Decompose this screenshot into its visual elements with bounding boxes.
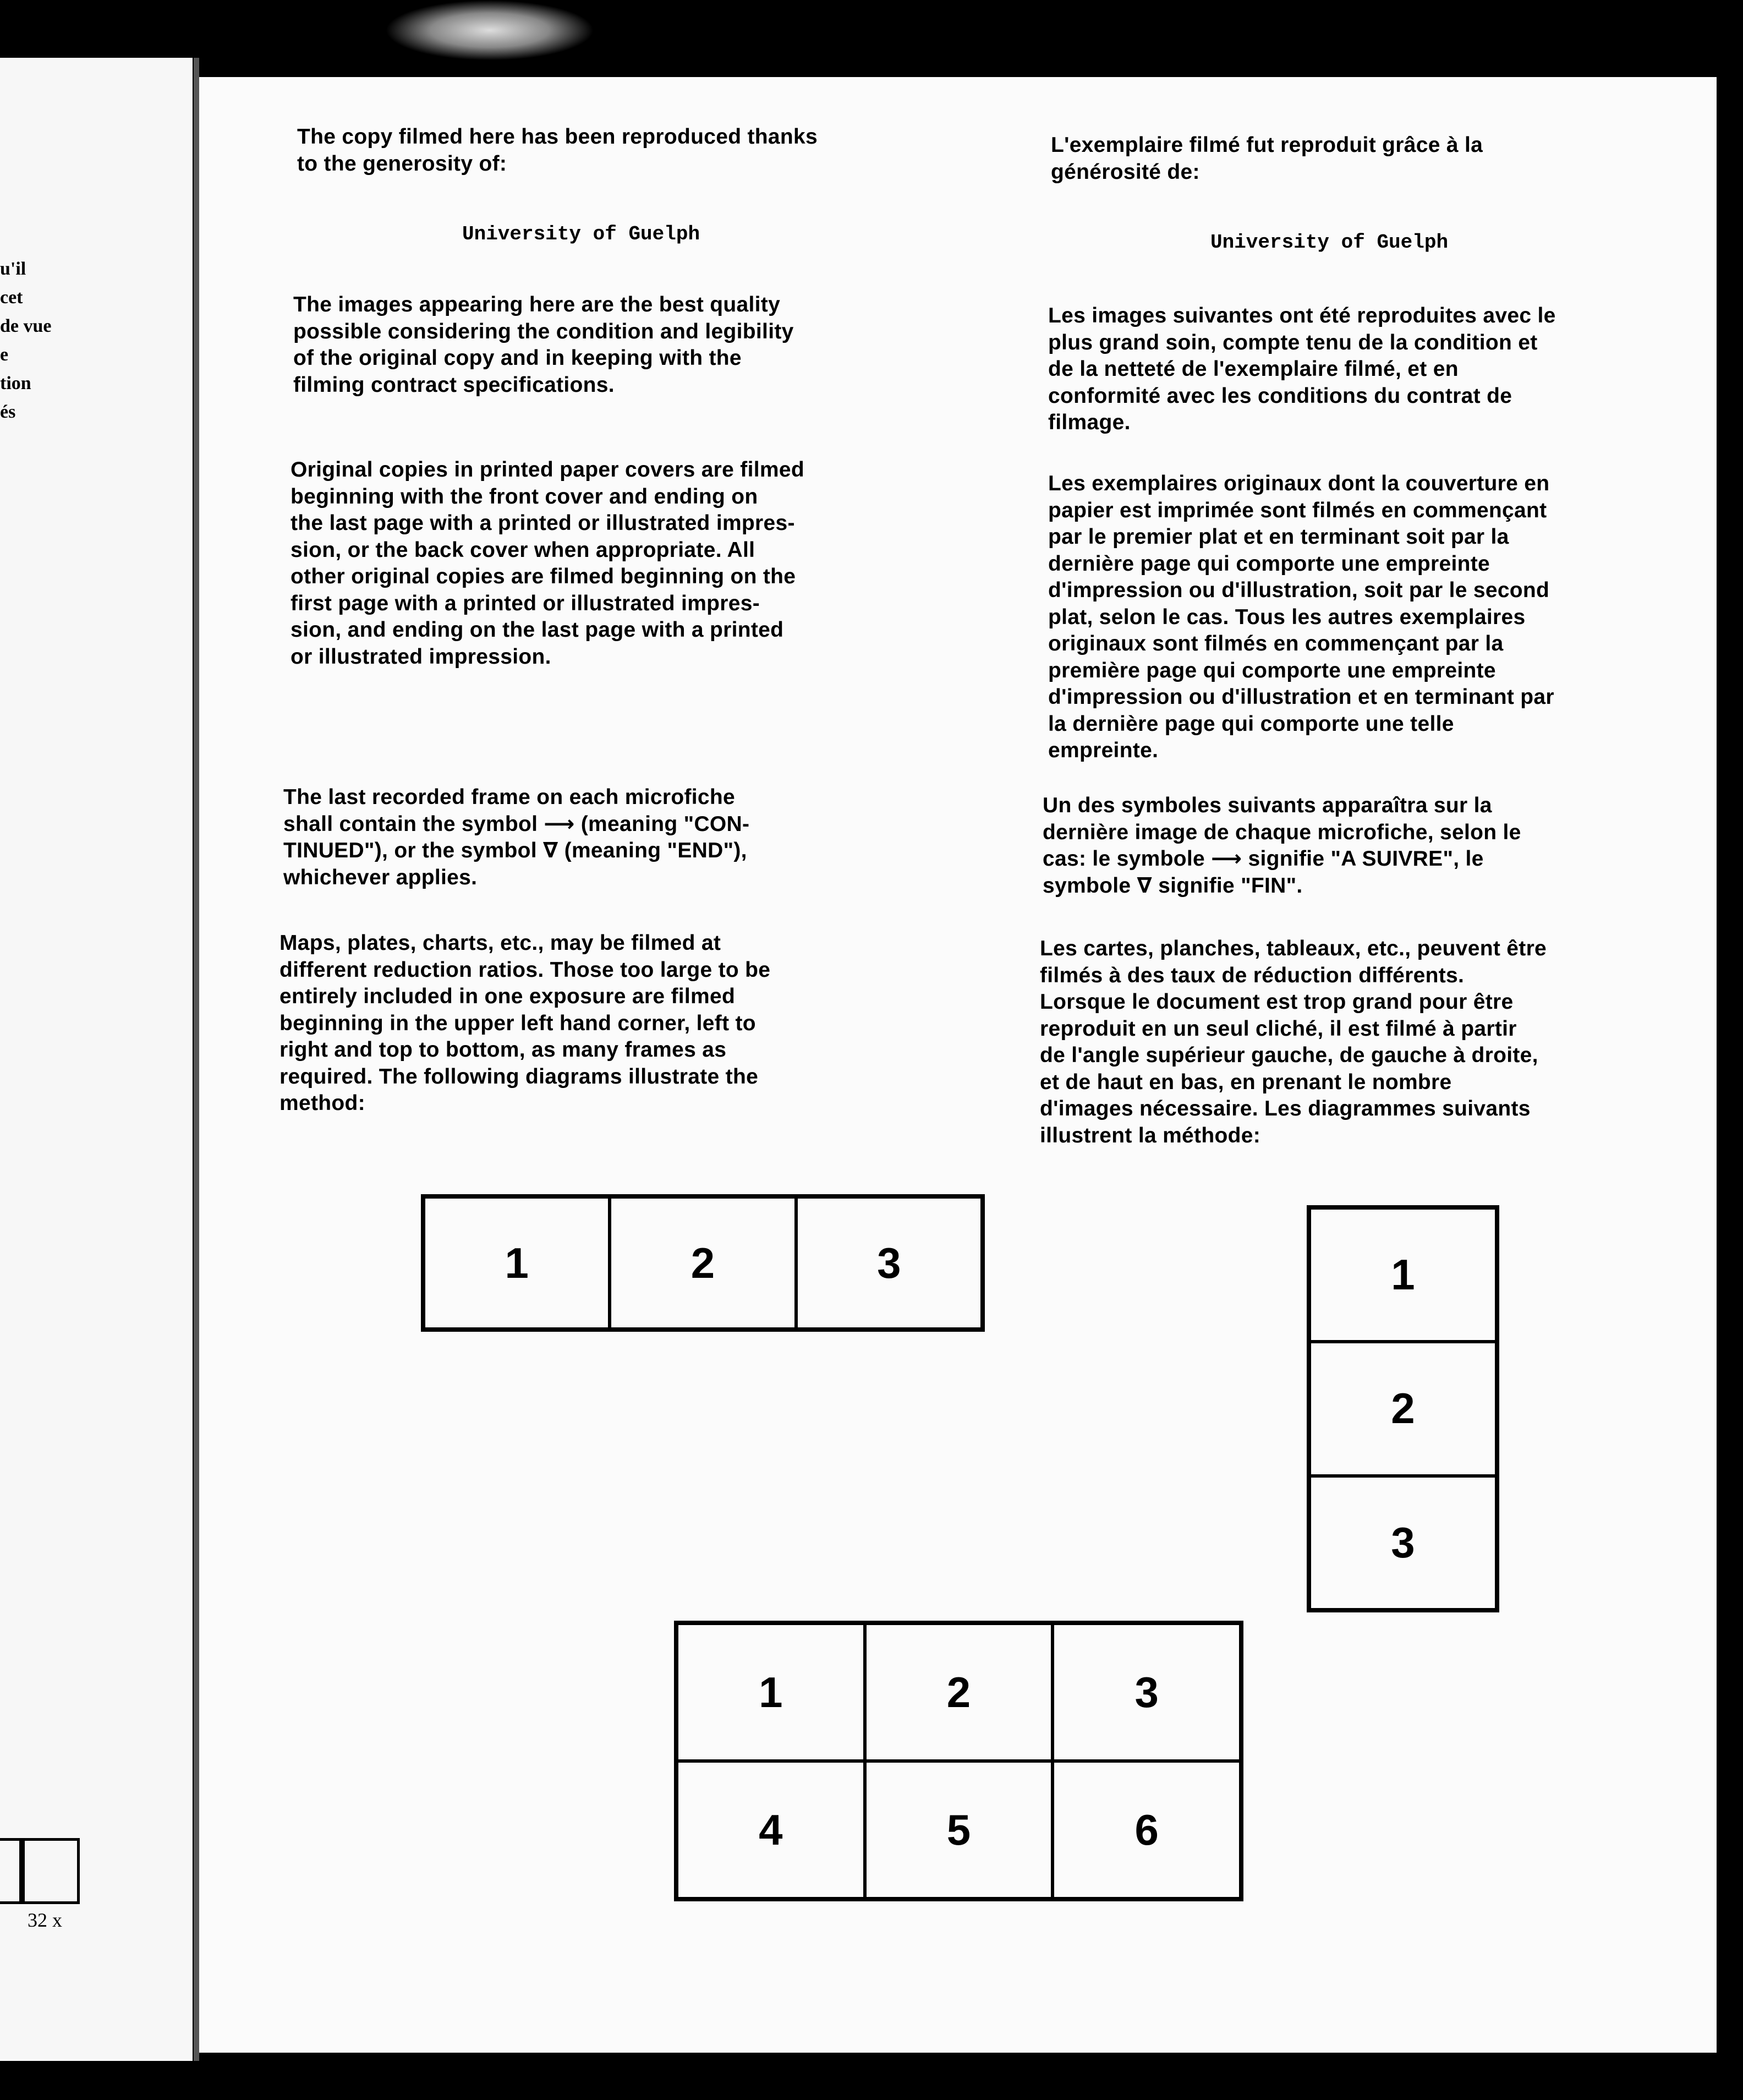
- left-fragment-box: [19, 1838, 80, 1904]
- frame-cell: 1: [677, 1623, 865, 1761]
- english-intro: The copy filmed here has been reproduced thanks to the generosity of:: [297, 125, 818, 176]
- left-fragment-line: u'il: [0, 259, 26, 279]
- frame-cell: 1: [1309, 1208, 1497, 1342]
- frame-cell: 3: [1309, 1476, 1497, 1610]
- french-institution: University of Guelph: [1210, 231, 1449, 254]
- frame-cell: 1: [424, 1197, 610, 1329]
- frame-cell: 2: [865, 1623, 1053, 1761]
- english-maps: Maps, plates, charts, etc., may be filmed at different reduction ratios. Those too large to be entirely included in one exposure are filmed beginning in the upper left hand corner, left to right and top to bottom, as many frames as required. The following diagrams illustrate the method:: [279, 931, 771, 1115]
- left-page-fragment: [0, 58, 193, 2061]
- french-image-quality: Les images suivantes ont été reproduites avec le plus grand soin, compte tenu de la condition et de la netteté de l'exemplaire filmé, et en conformité avec les conditions du contrat de filmage.: [1048, 304, 1556, 434]
- frame-cell: 4: [677, 1761, 865, 1899]
- diagram-grid: [674, 1621, 1243, 1901]
- scan-dust: [385, 0, 594, 61]
- english-image-quality: The images appearing here are the best quality possible considering the condition and legibility of the original copy and in keeping with the filming contract specifications.: [293, 293, 794, 397]
- french-maps: Les cartes, planches, tableaux, etc., peuvent être filmés à des taux de réduction différents. Lorsque le document est trop grand pour être reproduit en un seul cliché, il est filmé à partir de l'angle supérieur gauche, de gauche à droite, et de haut en bas, en prenant le nombre d'images nécessaire. Les diagrammes suivants illustrent la méthode:: [1040, 937, 1547, 1147]
- left-fragment-line: tion: [0, 373, 31, 393]
- diagram-vertical: [1307, 1205, 1499, 1612]
- frame-cell: 2: [1309, 1342, 1497, 1475]
- frame-cell: 5: [865, 1761, 1053, 1899]
- left-fragment-line: cet: [0, 287, 23, 308]
- binding-edge: [194, 58, 199, 2061]
- frame-cell: 3: [1053, 1623, 1241, 1761]
- frame-cell: 6: [1053, 1761, 1241, 1899]
- frame-cell: 2: [610, 1197, 796, 1329]
- french-symbols: Un des symboles suivants apparaîtra sur la dernière image de chaque microfiche, selon le cas: le symbole ⟶ signifie "A SUIVRE", le symbole ∇ signifie "FIN".: [1043, 794, 1521, 898]
- english-institution: University of Guelph: [462, 223, 700, 245]
- left-fragment-line: de vue: [0, 316, 52, 336]
- diagram-horizontal: [421, 1194, 985, 1332]
- english-original-copies: Original copies in printed paper covers are filmed beginning with the front cover and ending on the last page with a printed or illustrated impres- sion, or the back cover when appropriate. All other original copies are filmed beginning on the first page with a printed or illustrated impres- sion, and ending on the last page with a printed or illustrated impression.: [290, 458, 804, 669]
- reduction-ratio-label: 32 x: [28, 1909, 62, 1931]
- left-fragment-line: és: [0, 402, 16, 422]
- left-fragment-line: e: [0, 344, 9, 365]
- french-original-copies: Les exemplaires originaux dont la couverture en papier est imprimée sont filmés en commençant par le premier plat et en terminant soit par la dernière page qui comporte une empreinte d'impression ou d'illustration, soit par le second plat, selon le cas. Tous les autres exemplaires originaux sont filmés en commençant par la première page qui comporte une empreinte d'impression ou d'illustration et en terminant par la dernière page qui comporte une telle empreinte.: [1048, 472, 1554, 762]
- english-symbols: The last recorded frame on each microfiche shall contain the symbol ⟶ (meaning "CON- TINUED"), or the symbol ∇ (meaning "END"), whichever applies.: [283, 785, 750, 889]
- frame-cell: 3: [796, 1197, 982, 1329]
- french-intro: L'exemplaire filmé fut reproduit grâce à la générosité de:: [1051, 133, 1483, 184]
